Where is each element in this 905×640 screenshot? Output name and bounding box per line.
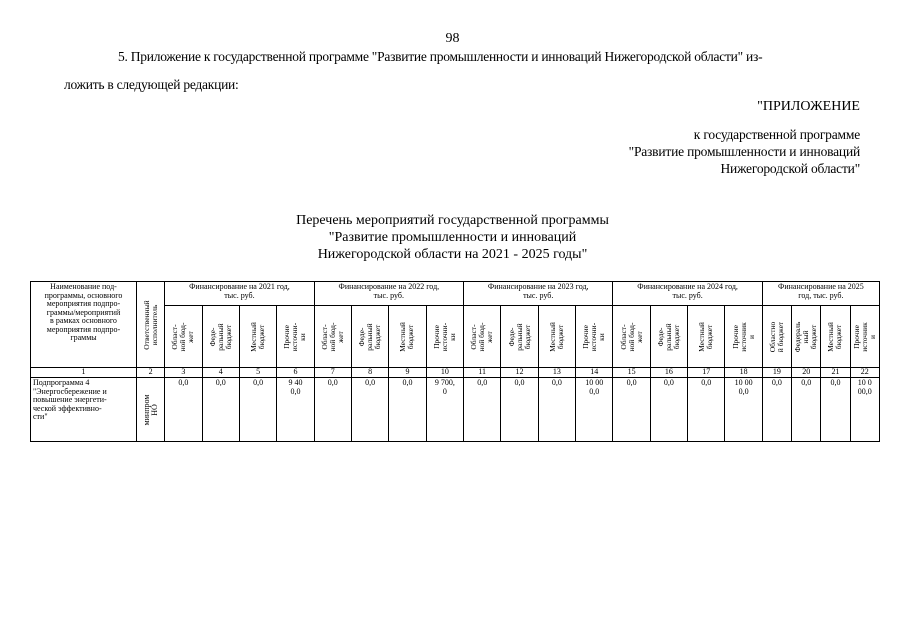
budget-source-header [725, 306, 762, 368]
table-title-line: "Развитие промышленности и инноваций [328, 230, 577, 245]
column-number-cell: 12 [501, 368, 538, 378]
budget-source-header [202, 306, 239, 368]
budget-source-header [821, 306, 850, 368]
table-title-line: Перечень мероприятий государственной программы [296, 213, 609, 228]
budget-source-header [277, 306, 314, 368]
financing-value-cell: 0,0 [389, 378, 426, 442]
column-number-cell: 3 [165, 368, 202, 378]
financing-value-cell: 0,0 [762, 378, 791, 442]
budget-source-header [650, 306, 687, 368]
column-number-cell: 2 [136, 368, 164, 378]
financing-value-cell: 0,0 [538, 378, 575, 442]
column-number-cell: 21 [821, 368, 850, 378]
budget-source-header [792, 306, 821, 368]
budget-source-label: Федераль ный бюджет [793, 321, 819, 352]
budget-source-header [426, 306, 463, 368]
financing-value-cell: 9 40 0,0 [277, 378, 314, 442]
financing-year-header: Финансирование на 2024 год, тыс. руб. [613, 282, 762, 306]
financing-value-cell: 0,0 [792, 378, 821, 442]
budget-source-header [389, 306, 426, 368]
paragraph-line-2: ложить в следующей редакции: [64, 77, 239, 92]
budget-source-label: Прочие источник и [730, 321, 756, 352]
financing-value-cell: 0,0 [351, 378, 388, 442]
financing-year-header: Финансирование на 2021 год, тыс. руб. [165, 282, 314, 306]
financing-year-header: Финансирование на 2023 год, тыс. руб. [464, 282, 613, 306]
budget-source-header [613, 306, 650, 368]
column-number-cell: 20 [792, 368, 821, 378]
financing-value-cell: 10 00 0,0 [725, 378, 762, 442]
page-number: 98 [445, 31, 460, 46]
budget-source-label: Прочие источни- ки [282, 322, 308, 351]
financing-value-cell: 0,0 [613, 378, 650, 442]
subprogram-name-cell: Подпрограмма 4 "Энергосбережение и повышение энергети- ческой эффективно- сти" [31, 378, 137, 442]
appendix-line: Нижегородской области" [720, 161, 860, 176]
financing-value-cell: 0,0 [501, 378, 538, 442]
responsible-header-label: Ответственный исполнитель [141, 299, 159, 350]
budget-source-label: Област- ной бюд- жет [319, 321, 345, 352]
budget-source-label: Местный бюджет [249, 321, 267, 352]
budget-source-label: Област- ной бюд- жет [618, 321, 644, 352]
financing-year-header: Финансирование на 2025 год, тыс. руб. [762, 282, 879, 306]
budget-source-header [688, 306, 725, 368]
budget-source-label: Област- ной бюд- жет [469, 321, 495, 352]
budget-source-header [165, 306, 202, 368]
column-number-cell: 15 [613, 368, 650, 378]
budget-source-header [850, 306, 879, 368]
budget-source-header [538, 306, 575, 368]
financing-value-cell: 0,0 [688, 378, 725, 442]
budget-source-header [576, 306, 613, 368]
budget-source-label: Феде- ральный бюджет [655, 322, 681, 351]
table-row [31, 378, 880, 442]
appendix-heading: "ПРИЛОЖЕНИЕ [757, 99, 860, 114]
budget-source-header [239, 306, 276, 368]
financing-value-cell: 0,0 [821, 378, 850, 442]
column-number-cell: 16 [650, 368, 687, 378]
budget-source-label: Местный бюджет [547, 321, 565, 352]
financing-value-cell: 10 0 00,0 [850, 378, 879, 442]
responsible-cell [136, 378, 164, 442]
column-number-cell: 1 [31, 368, 137, 378]
budget-source-header [314, 306, 351, 368]
column-number-cell: 9 [389, 368, 426, 378]
column-number-cell: 5 [239, 368, 276, 378]
budget-source-label: Прочие источни- ки [581, 322, 607, 351]
budget-source-header [762, 306, 791, 368]
column-number-cell: 18 [725, 368, 762, 378]
financing-value-cell: 0,0 [650, 378, 687, 442]
budget-source-label: Местный бюджет [697, 321, 715, 352]
column-number-cell: 22 [850, 368, 879, 378]
financing-value-cell: 0,0 [314, 378, 351, 442]
column-number-cell: 13 [538, 368, 575, 378]
budget-source-label: Феде- ральный бюджет [506, 322, 532, 351]
financing-value-cell: 0,0 [464, 378, 501, 442]
financing-value-cell: 10 00 0,0 [576, 378, 613, 442]
budget-source-label: Местный бюджет [398, 321, 416, 352]
name-column-header: Наименование под- программы, основного мероприятия подпро- граммы/мероприятий в рамках основного мероприятия подпро- граммы [31, 282, 137, 368]
appendix-line: "Развитие промышленности и инноваций [628, 144, 860, 159]
financing-value-cell: 0,0 [202, 378, 239, 442]
table-title-line: Нижегородской области на 2021 - 2025 годы" [317, 247, 588, 262]
budget-source-header [501, 306, 538, 368]
column-number-cell: 7 [314, 368, 351, 378]
column-number-cell: 10 [426, 368, 463, 378]
budget-source-header [464, 306, 501, 368]
appendix-line: к государственной программе [693, 127, 860, 142]
table-header-row [31, 282, 880, 306]
budget-source-label: Феде- ральный бюджет [207, 322, 233, 351]
budget-source-label: Прочие источни- ки [431, 322, 457, 351]
responsible-value: минпром НО [141, 394, 159, 425]
responsible-column-header [136, 282, 164, 368]
budget-source-label: Област- ной бюд- жет [170, 321, 196, 352]
financing-value-cell: 9 700, 0 [426, 378, 463, 442]
budget-source-label: Местный бюджет [826, 321, 844, 352]
column-number-cell: 19 [762, 368, 791, 378]
budget-source-label: Областно й бюджет [767, 321, 785, 352]
column-number-cell: 8 [351, 368, 388, 378]
column-number-cell: 4 [202, 368, 239, 378]
column-number-row [31, 368, 880, 378]
column-number-cell: 17 [688, 368, 725, 378]
financing-value-cell: 0,0 [239, 378, 276, 442]
column-number-cell: 6 [277, 368, 314, 378]
financing-year-header: Финансирование на 2022 год, тыс. руб. [314, 282, 463, 306]
column-number-cell: 11 [464, 368, 501, 378]
budget-source-header [351, 306, 388, 368]
paragraph-line-1: 5. Приложение к государственной программе "Развитие промышленности и инноваций Нижегородской области" из- [118, 49, 763, 64]
financing-value-cell: 0,0 [165, 378, 202, 442]
program-measures-table [30, 281, 880, 442]
budget-source-label: Феде- ральный бюджет [357, 322, 383, 351]
budget-source-label: Прочие источник и [851, 321, 877, 352]
column-number-cell: 14 [576, 368, 613, 378]
